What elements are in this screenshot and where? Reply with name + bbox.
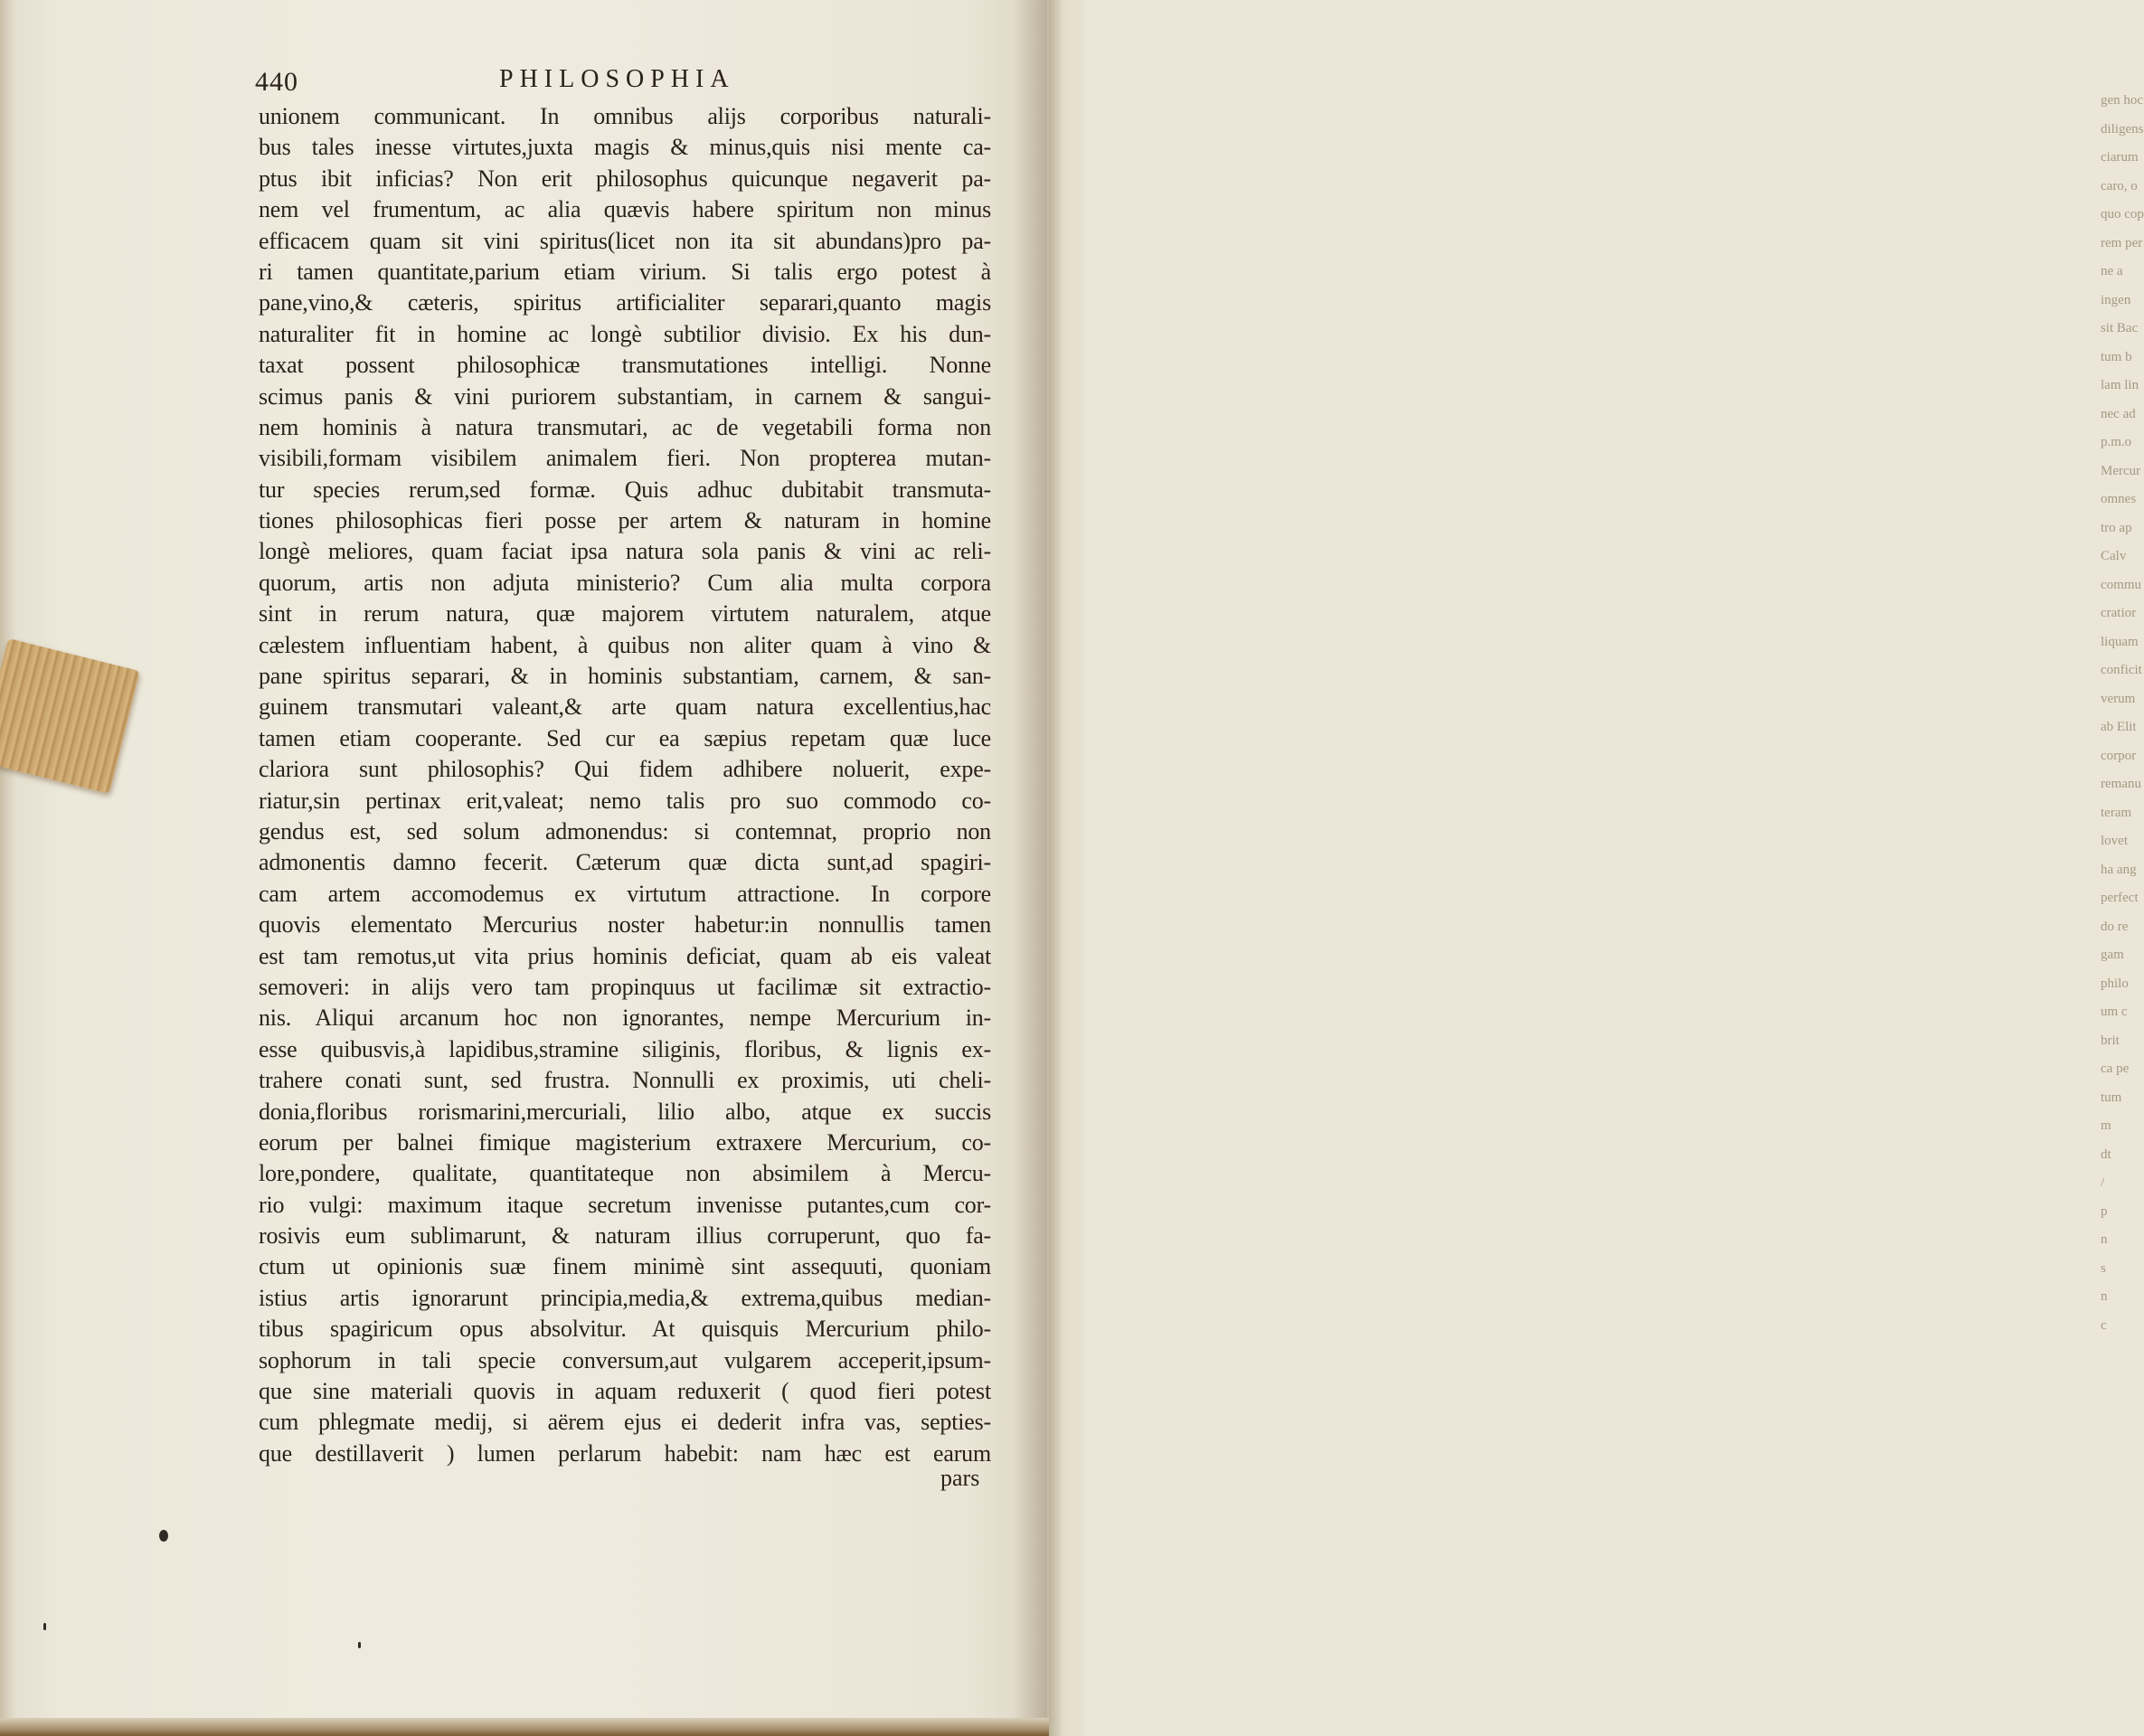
running-title: PHILOSOPHIA — [499, 65, 735, 93]
text-line: cælestem influentiam habent, à quibus non aliter quam à vino & — [259, 631, 991, 658]
text-line: que destillaverit ) lumen perlarum habebit: nam hæc est earum — [259, 1439, 991, 1467]
text-line: pane,vino,& cæteris, spiritus artificialiter separari,quanto magis — [259, 289, 991, 316]
text-line: ctum ut opinionis suæ finem minimè sint assequuti, quoniam — [259, 1253, 991, 1280]
catchword: pars — [940, 1465, 980, 1491]
text-line: pane spiritus separari, & in hominis substantiam, carnem, & san- — [259, 663, 991, 690]
text-line: longè meliores, quam faciat ipsa natura sola panis & vini ac reli- — [259, 538, 991, 565]
facing-page-fragment: teram — [2101, 805, 2132, 820]
facing-page-fragment: tum — [2101, 1090, 2122, 1105]
text-line: semoveri: in alijs vero tam propinquus ut facilimæ sit extractio- — [259, 973, 991, 1000]
facing-page-fragment: corpor — [2101, 748, 2137, 763]
text-line: sint in rerum natura, quæ majorem virtutem naturalem, atque — [259, 600, 991, 627]
facing-page-fragment: ciarum — [2101, 150, 2139, 165]
facing-page-fragment: tum b — [2101, 349, 2132, 364]
text-line: efficacem quam sit vini spiritus(licet non ita sit abundans)pro pa- — [259, 227, 991, 254]
facing-page-fragment: Mercur — [2101, 463, 2141, 478]
facing-page-fragment: Calv — [2101, 549, 2127, 563]
facing-page-fragment: omnes — [2101, 492, 2137, 506]
text-line: donia,floribus rorismarini,mercuriali, lilio albo, atque ex succis — [259, 1098, 991, 1125]
text-line: cam artem accomodemus ex virtutum attractione. In corpore — [259, 880, 991, 907]
text-line: clariora sunt philosophis? Qui fidem adhibere noluerit, expe- — [259, 756, 991, 783]
text-line: guinem transmutari valeant,& arte quam natura excellentius,hac — [259, 693, 991, 721]
text-line: scimus panis & vini puriorem substantiam, in carnem & sangui- — [259, 382, 991, 410]
facing-page-fragment: dt — [2101, 1146, 2111, 1162]
text-line: lore,pondere, qualitate, quantitateque non absimilem à Mercu- — [259, 1160, 991, 1187]
text-line: eorum per balnei fimique magisterium extraxere Mercurium, co- — [259, 1128, 991, 1156]
facing-page-fragment: rem per — [2101, 235, 2143, 250]
facing-page-fragment: ca pe — [2101, 1061, 2130, 1076]
facing-page-fragment: philo — [2101, 976, 2129, 991]
facing-page-fragment: p — [2101, 1203, 2108, 1219]
facing-page-fragment: / — [2101, 1175, 2105, 1190]
text-line: nem vel frumentum, ac alia quævis habere spiritum non minus — [259, 196, 991, 223]
text-line: riatur,sin pertinax erit,valeat; nemo talis pro suo commodo co- — [259, 787, 991, 814]
ink-speck — [358, 1642, 361, 1648]
facing-page-fragment: c — [2101, 1317, 2107, 1333]
text-line: rio vulgi: maximum itaque secretum invenisse putantes,cum cor- — [259, 1191, 991, 1218]
ink-speck — [43, 1623, 46, 1630]
page-header — [255, 63, 992, 103]
facing-page-fragment: commu — [2101, 577, 2141, 592]
facing-page-text — [2101, 87, 2144, 1340]
text-line: gendus est, sed solum admonendus: si contemnat, proprio non — [259, 817, 991, 844]
facing-page-fragment: perfect — [2101, 891, 2139, 905]
facing-page-fragment: verum — [2101, 691, 2136, 706]
facing-page-fragment: conficit — [2101, 663, 2142, 677]
facing-page-fragment: um c — [2101, 1005, 2128, 1019]
text-line: unionem communicant. In omnibus alijs corporibus naturali- — [259, 103, 991, 129]
facing-page-fragment: lam lin — [2101, 378, 2139, 392]
facing-page-edge — [1049, 0, 2144, 1736]
page-left-edge — [0, 0, 16, 1736]
text-line: naturaliter fit in homine ac longè subtilior divisio. Ex his dun- — [259, 320, 991, 347]
facing-page-fragment: p.m.o — [2101, 435, 2132, 449]
facing-page-fragment: remanu — [2101, 777, 2141, 791]
facing-page-fragment: nec ad — [2101, 406, 2136, 421]
text-line: tur species rerum,sed formæ. Quis adhuc dubitabit transmuta- — [259, 476, 991, 503]
facing-page-fragment: quo cop — [2101, 207, 2144, 222]
text-line: nis. Aliqui arcanum hoc non ignorantes, nempe Mercurium in- — [259, 1005, 991, 1032]
text-line: que sine materiali quovis in aquam reduxerit ( quod fieri potest — [259, 1378, 991, 1405]
facing-page-fragment: brit — [2101, 1033, 2120, 1048]
facing-page-fragment: do re — [2101, 919, 2129, 934]
text-line: cum phlegmate medij, si aërem ejus ei dederit infra vas, septies- — [259, 1409, 991, 1436]
facing-page-fragment: caro, o — [2101, 178, 2138, 193]
facing-page-fragment: sit Bac — [2101, 321, 2139, 335]
facing-page-fragment: m — [2101, 1118, 2111, 1133]
text-line: quorum, artis non adjuta ministerio? Cum alia multa corpora — [259, 569, 991, 596]
text-line: rosivis eum sublimarunt, & naturam illius corruperunt, quo fa- — [259, 1222, 991, 1250]
facing-page-fragment: ne a — [2101, 264, 2123, 278]
facing-page-fragment: n — [2101, 1289, 2108, 1304]
text-line: nem hominis à natura transmutari, ac de vegetabili forma non — [259, 413, 991, 440]
facing-page-fragment: n — [2101, 1232, 2108, 1247]
facing-page-fragment: gen hoc — [2101, 93, 2144, 108]
gutter-shadow — [1013, 0, 1049, 1736]
text-line: sophorum in tali specie conversum,aut vulgarem acceperit,ipsum- — [259, 1346, 991, 1373]
facing-page-fragment: lovet — [2101, 834, 2128, 848]
text-line: ptus ibit inficias? Non erit philosophus quicunque negaverit pa- — [259, 165, 991, 192]
text-line: bus tales inesse virtutes,juxta magis & minus,quis nisi mente ca- — [259, 134, 991, 161]
facing-page-fragment: s — [2101, 1260, 2106, 1276]
facing-page-fragment: gam — [2101, 948, 2124, 962]
text-line: tiones philosophicas fieri posse per artem & naturam in homine — [259, 507, 991, 534]
text-line: visibili,formam visibilem animalem fieri. Non propterea mutan- — [259, 445, 991, 472]
text-line: trahere conati sunt, sed frustra. Nonnulli ex proximis, uti cheli- — [259, 1067, 991, 1094]
text-line: ri tamen quantitate,parium etiam virium. Si talis ergo potest à — [259, 258, 991, 285]
facing-page-fragment: liquam — [2101, 634, 2139, 649]
text-line: istius artis ignorarunt principia,media,& extrema,quibus median- — [259, 1284, 991, 1311]
facing-page-fragment: cratior — [2101, 606, 2137, 620]
facing-page-fragment: ab Elit — [2101, 720, 2137, 734]
facing-page-fragment: ingen — [2101, 292, 2131, 307]
ink-speck — [159, 1530, 168, 1542]
text-line: quovis elementato Mercurius noster habetur:in nonnullis tamen — [259, 911, 991, 939]
text-line: tamen etiam cooperante. Sed cur ea sæpius repetam quæ luce — [259, 724, 991, 751]
page-bottom-edge — [0, 1718, 1049, 1736]
facing-page-fragment: ha ang — [2101, 862, 2137, 877]
text-line: est tam remotus,ut vita prius hominis deficiat, quam ab eis valeat — [259, 942, 991, 969]
text-line: taxat possent philosophicæ transmutationes intelligi. Nonne — [259, 352, 991, 379]
text-line: admonentis damno fecerit. Cæterum quæ dicta sunt,ad spagiri- — [259, 849, 991, 876]
page-number: 440 — [255, 67, 298, 97]
body-text — [259, 101, 991, 1469]
facing-page-fragment: tro ap — [2101, 520, 2132, 535]
text-line: tibus spagiricum opus absolvitur. At quisquis Mercurium philo- — [259, 1316, 991, 1343]
text-line: esse quibusvis,à lapidibus,stramine siliginis, floribus, & lignis ex- — [259, 1035, 991, 1062]
facing-page-fragment: diligens — [2101, 121, 2144, 137]
